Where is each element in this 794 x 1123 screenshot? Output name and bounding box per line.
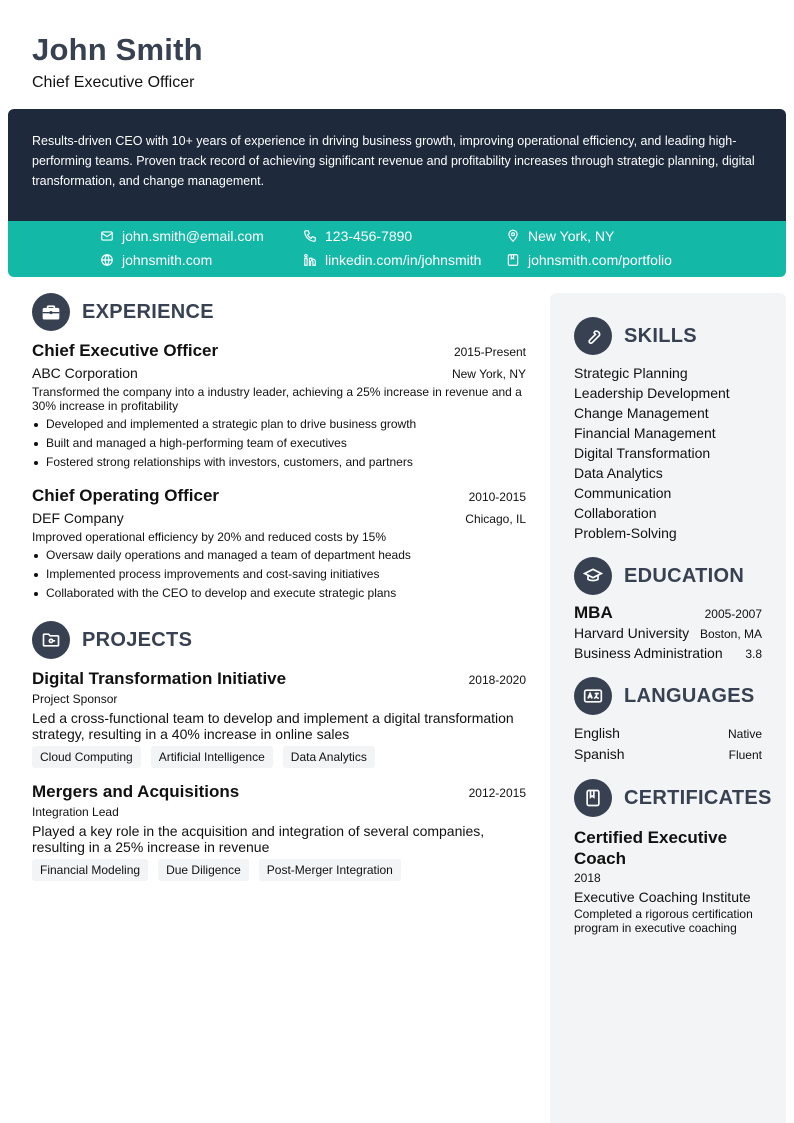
experience-heading — [32, 293, 526, 331]
skill-item: Strategic Planning — [574, 365, 688, 381]
education-school: Harvard University — [574, 625, 690, 641]
sidebar — [550, 293, 786, 1123]
map-pin-icon — [506, 229, 520, 243]
contact-linkedin[interactable] — [303, 252, 481, 268]
globe-icon — [100, 253, 114, 267]
project-tag: Cloud Computing — [32, 746, 141, 768]
graduation-cap-icon — [574, 557, 612, 595]
translate-icon — [574, 677, 612, 715]
language-name: English — [574, 725, 620, 741]
project-tags — [32, 746, 526, 768]
skill-item: Data Analytics — [574, 465, 663, 481]
project-entry — [32, 782, 526, 881]
resume-header — [32, 32, 203, 92]
contact-portfolio-text: johnsmith.com/portfolio — [528, 252, 672, 268]
skills-heading — [574, 317, 762, 355]
skill-item: Digital Transformation — [574, 445, 711, 461]
skills-list — [574, 363, 762, 543]
job-dates: 2010-2015 — [468, 490, 526, 504]
phone-icon — [303, 229, 317, 243]
job-bullet: Developed and implemented a strategic plan to drive business growth — [32, 415, 526, 434]
skill-item: Communication — [574, 485, 672, 501]
project-tag: Data Analytics — [283, 746, 375, 768]
briefcase-icon — [32, 293, 70, 331]
project-tag: Artificial Intelligence — [151, 746, 273, 768]
skill-item: Financial Management — [574, 425, 716, 441]
contact-location-text: New York, NY — [528, 228, 615, 244]
mail-icon — [100, 229, 114, 243]
skills-title: SKILLS — [624, 324, 697, 347]
project-title: Mergers and Acquisitions — [32, 782, 240, 801]
language-name: Spanish — [574, 746, 625, 762]
contact-linkedin-text: linkedin.com/in/johnsmith — [325, 252, 482, 268]
certificate-description: Completed a rigorous certification program in executive coaching — [574, 907, 753, 935]
certificate-year: 2018 — [574, 871, 601, 885]
contact-website-text: johnsmith.com — [122, 252, 213, 268]
job-bullets — [32, 415, 526, 472]
languages-title: LANGUAGES — [624, 684, 755, 707]
job-description: Improved operational efficiency by 20% and reduced costs by 15% — [32, 530, 386, 544]
contact-location — [506, 228, 614, 244]
project-tag: Post-Merger Integration — [259, 859, 401, 881]
education-dates: 2005-2007 — [704, 607, 762, 621]
language-item — [574, 723, 762, 744]
contact-phone[interactable] — [303, 228, 412, 244]
education-degree: MBA — [574, 603, 613, 622]
education-field: Business Administration — [574, 645, 723, 661]
job-company: DEF Company — [32, 510, 124, 526]
contact-portfolio[interactable] — [506, 252, 672, 268]
education-title: EDUCATION — [624, 564, 745, 587]
job-description: Transformed the company into a industry leader, achieving a 25% increase in revenue and a 30% increase in profitability — [32, 385, 522, 413]
job-title: Chief Executive Officer — [32, 341, 219, 360]
job-location: New York, NY — [451, 367, 526, 381]
skill-item: Problem-Solving — [574, 525, 677, 541]
job-dates: 2015-Present — [453, 345, 526, 359]
contact-website[interactable] — [100, 252, 212, 268]
job-bullet: Oversaw daily operations and managed a team of department heads — [32, 546, 526, 565]
job-company: ABC Corporation — [32, 365, 138, 381]
wrench-icon — [574, 317, 612, 355]
languages-heading — [574, 677, 762, 715]
contact-email[interactable] — [100, 228, 264, 244]
job-title: Chief Operating Officer — [32, 486, 220, 505]
projects-heading — [32, 621, 526, 659]
certificate-name: Certified Executive Coach — [574, 828, 728, 868]
candidate-name: John Smith — [32, 32, 203, 67]
job-bullet: Fostered strong relationships with investors, customers, and partners — [32, 453, 526, 472]
language-item — [574, 744, 762, 765]
project-description: Played a key role in the acquisition and integration of several companies, resulting in a 25% increase in revenue — [32, 823, 485, 855]
contact-bar — [8, 221, 786, 277]
job-bullet: Built and managed a high-performing team of executives — [32, 434, 526, 453]
book-icon — [574, 779, 612, 817]
job-bullets — [32, 546, 526, 603]
project-entry — [32, 669, 526, 768]
linkedin-icon — [303, 253, 317, 267]
project-role: Integration Lead — [32, 805, 119, 819]
experience-title: EXPERIENCE — [82, 300, 214, 323]
summary-text: Results-driven CEO with 10+ years of experience in driving business growth, improving operational efficiency, and leading high-performing teams. Proven track record of achieving significant revenue and profitability increases through strategic planning, digital transformation, and change management. — [32, 134, 755, 188]
project-dates: 2012-2015 — [468, 786, 526, 800]
job-entry — [32, 486, 526, 603]
project-description: Led a cross-functional team to develop and implement a digital transformation strategy, resulting in a 40% increase in online sales — [32, 710, 514, 742]
main-column — [32, 293, 526, 881]
projects-title: PROJECTS — [82, 628, 193, 651]
candidate-title: Chief Executive Officer — [32, 74, 195, 91]
skill-item: Change Management — [574, 405, 709, 421]
folder-icon — [32, 621, 70, 659]
job-entry — [32, 341, 526, 472]
project-title: Digital Transformation Initiative — [32, 669, 287, 688]
project-dates: 2018-2020 — [468, 673, 526, 687]
education-gpa: 3.8 — [745, 647, 762, 661]
language-level: Native — [727, 727, 762, 741]
job-bullet: Collaborated with the CEO to develop and execute strategic plans — [32, 584, 526, 603]
job-bullet: Implemented process improvements and cost-saving initiatives — [32, 565, 526, 584]
portfolio-icon — [506, 253, 520, 267]
certificates-heading — [574, 779, 772, 817]
project-tags — [32, 859, 526, 881]
job-location: Chicago, IL — [465, 512, 526, 526]
languages-list — [574, 723, 762, 765]
contact-email-text: john.smith@email.com — [122, 228, 264, 244]
language-level: Fluent — [728, 748, 762, 762]
project-tag: Due Diligence — [158, 859, 249, 881]
skill-item: Leadership Development — [574, 385, 730, 401]
certificates-title: CERTIFICATES — [624, 786, 772, 809]
certificate-entry — [574, 827, 762, 935]
contact-phone-text: 123-456-7890 — [325, 228, 413, 244]
project-role: Project Sponsor — [32, 692, 118, 706]
education-entry — [574, 603, 762, 661]
education-location: Boston, MA — [699, 627, 762, 641]
education-heading — [574, 557, 762, 595]
summary-block — [8, 109, 786, 221]
certificate-issuer: Executive Coaching Institute — [574, 889, 751, 905]
skill-item: Collaboration — [574, 505, 657, 521]
project-tag: Financial Modeling — [32, 859, 148, 881]
